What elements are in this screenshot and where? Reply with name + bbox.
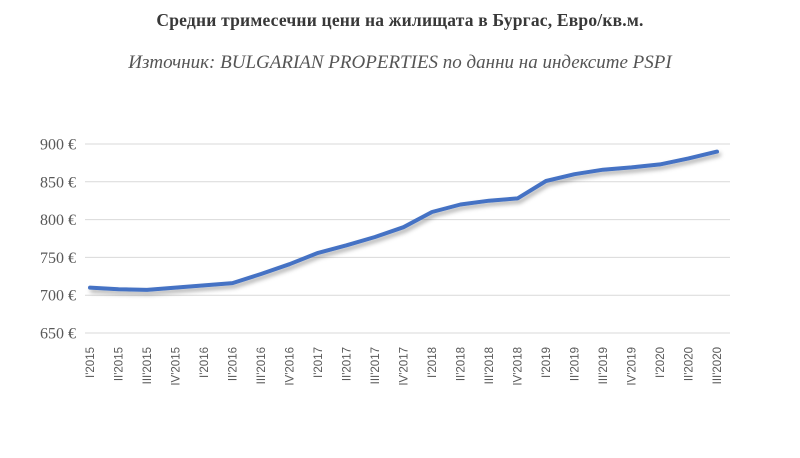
x-axis-tick-label: III'2019 [598, 347, 610, 385]
x-axis-tick-label: III'2020 [712, 347, 724, 385]
x-axis-tick-label: I'2016 [199, 347, 211, 378]
x-axis-tick-label: II'2016 [227, 347, 240, 382]
x-axis-tick-label: II'2020 [683, 347, 696, 382]
y-axis-tick-label: 650 € [40, 325, 76, 343]
x-axis-tick-label: I'2020 [655, 347, 667, 378]
x-axis-tick-label: II'2018 [455, 347, 468, 382]
x-axis-tick-label: IV'2017 [398, 347, 411, 386]
x-axis-tick-label: IV'2016 [284, 347, 297, 386]
x-axis-tick-label: II'2017 [341, 347, 354, 382]
x-axis-tick-label: I'2015 [85, 347, 97, 378]
chart-title: Средни тримесечни цени на жилищата в Бургас, Евро/кв.м. [156, 10, 644, 30]
x-axis-tick-label: IV'2015 [170, 347, 183, 386]
x-axis-tick-label: III'2017 [370, 347, 382, 385]
x-axis-tick-label: I'2017 [313, 347, 325, 378]
x-axis-tick-label: I'2018 [427, 347, 439, 378]
x-axis-tick-label: III'2018 [484, 347, 496, 385]
x-axis-tick-label: III'2016 [256, 347, 268, 385]
price-series-line [90, 152, 717, 290]
chart-subtitle: Източник: BULGARIAN PROPERTIES по данни на индексите PSPI [128, 52, 672, 73]
x-axis-tick-label: IV'2018 [512, 347, 525, 386]
y-axis-tick-label: 850 € [40, 174, 76, 192]
y-axis-tick-label: 700 € [40, 287, 76, 305]
x-axis-tick-label: II'2019 [569, 347, 582, 382]
y-axis-tick-label: 750 € [40, 249, 76, 267]
x-axis-tick-label: II'2015 [113, 347, 126, 382]
y-axis-tick-label: 800 € [40, 212, 76, 230]
x-axis-tick-label: I'2019 [541, 347, 553, 378]
x-axis-tick-label: III'2015 [142, 347, 154, 385]
y-axis-tick-label: 900 € [40, 136, 76, 154]
x-axis-tick-label: IV'2019 [626, 347, 639, 386]
